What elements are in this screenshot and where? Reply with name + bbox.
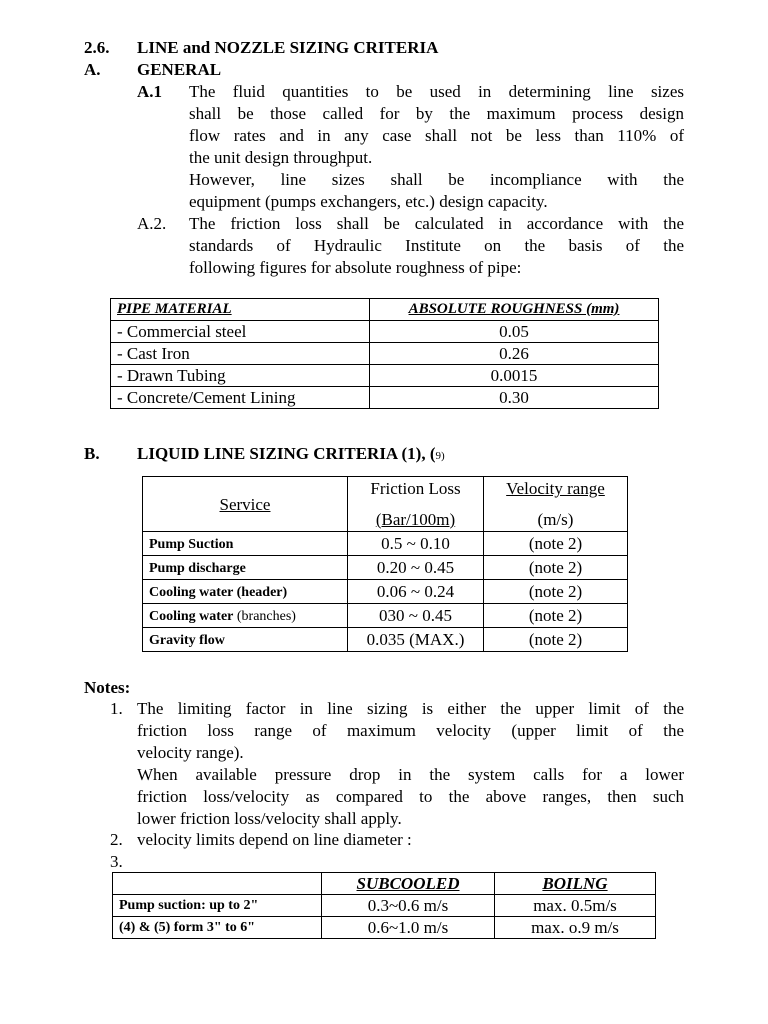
- service-cell: [143, 532, 348, 556]
- header-boiling: BOILNG: [495, 873, 656, 895]
- service-label: Cooling water: [149, 609, 234, 624]
- boiling-cell: max. o.9 m/s: [495, 917, 656, 939]
- note-3-label: 3.: [110, 852, 123, 871]
- subcooled-cell: 0.3~0.6 m/s: [322, 895, 495, 917]
- header-velocity: [484, 477, 628, 532]
- velocity-cell: (note 2): [484, 556, 628, 580]
- header-blank: [113, 873, 322, 895]
- roughness-cell: 0.05: [370, 321, 659, 343]
- a2-line-3: following figures for absolute roughness of pipe:: [189, 258, 522, 277]
- pipe-material-cell: - Cast Iron: [111, 343, 370, 365]
- table-row: [111, 343, 659, 365]
- table-header-row: [113, 873, 656, 895]
- friction-cell: 0.035 (MAX.): [348, 628, 484, 652]
- a2-line-1: The friction loss shall be calculated in accordance with the: [189, 214, 684, 233]
- header-velocity-label: Velocity range: [506, 479, 605, 498]
- velocity-cell: (note 2): [484, 628, 628, 652]
- friction-cell: 0.06 ~ 0.24: [348, 580, 484, 604]
- a2-label: A.2.: [137, 214, 167, 233]
- row-label-cell: (4) & (5) form 3" to 6": [113, 917, 322, 939]
- liquid-title-small: 9): [435, 450, 445, 462]
- table-row: [111, 365, 659, 387]
- section-number: 2.6.: [84, 38, 110, 57]
- liquid-letter: B.: [84, 444, 100, 463]
- service-extra: (branches): [233, 609, 296, 624]
- a1-line-6: equipment (pumps exchangers, etc.) design capacity.: [189, 192, 548, 211]
- roughness-cell: 0.26: [370, 343, 659, 365]
- table-header-row: [111, 299, 659, 321]
- a1-line-2: shall be those called for by the maximum process design: [189, 104, 684, 123]
- table-row: [143, 628, 628, 652]
- table-row: [143, 580, 628, 604]
- service-label: Gravity flow: [149, 633, 225, 648]
- table-row: [143, 556, 628, 580]
- a1-line-3: flow rates and in any case shall not be less than 110% of: [189, 126, 684, 145]
- header-absolute-roughness: ABSOLUTE ROUGHNESS (mm): [370, 299, 659, 321]
- a1-line-5: However, line sizes shall be incompliance with the: [189, 170, 684, 189]
- header-friction-unit: (Bar/100m): [375, 510, 456, 529]
- service-cell: [143, 604, 348, 628]
- header-pipe-material: PIPE MATERIAL: [111, 299, 370, 321]
- liquid-title: [137, 443, 445, 467]
- section-title: LINE and NOZZLE SIZING CRITERIA: [137, 38, 439, 57]
- velocity-cell: (note 2): [484, 604, 628, 628]
- header-velocity-unit: (m/s): [537, 510, 574, 529]
- service-cell: [143, 628, 348, 652]
- service-label: Cooling water (header): [149, 585, 288, 600]
- roughness-cell: 0.0015: [370, 365, 659, 387]
- subcooled-cell: 0.6~1.0 m/s: [322, 917, 495, 939]
- a1-line-1: The fluid quantities to be used in determining line sizes: [189, 82, 684, 101]
- note-1-line-3: velocity range).: [137, 743, 244, 762]
- liquid-title-text: LIQUID LINE SIZING CRITERIA (1), (: [137, 444, 436, 463]
- notes-title: Notes:: [84, 678, 131, 697]
- table-row: [143, 604, 628, 628]
- table-row: [113, 917, 656, 939]
- velocity-cell: (note 2): [484, 532, 628, 556]
- liquid-sizing-table: [142, 476, 628, 652]
- header-friction-label: Friction Loss: [370, 479, 461, 498]
- note-1-label: 1.: [110, 699, 123, 718]
- table-row: [111, 321, 659, 343]
- velocity-limits-table: [112, 872, 656, 939]
- general-letter: A.: [84, 60, 101, 79]
- note-2-label: 2.: [110, 830, 123, 849]
- a1-line-4: the unit design throughput.: [189, 148, 373, 167]
- roughness-table: [110, 298, 659, 409]
- velocity-cell: (note 2): [484, 580, 628, 604]
- header-service-label: Service: [219, 494, 271, 514]
- table-row: [113, 895, 656, 917]
- table-row: [143, 532, 628, 556]
- friction-cell: 0.5 ~ 0.10: [348, 532, 484, 556]
- boiling-cell: max. 0.5m/s: [495, 895, 656, 917]
- header-service: [143, 477, 348, 532]
- header-friction: [348, 477, 484, 532]
- pipe-material-cell: - Commercial steel: [111, 321, 370, 343]
- table-header-row: [143, 477, 628, 532]
- note-1-line-5: friction loss/velocity as compared to the above ranges, then such: [137, 787, 684, 806]
- service-cell: [143, 580, 348, 604]
- general-title: GENERAL: [137, 60, 222, 79]
- service-label: Pump discharge: [149, 561, 246, 576]
- note-2-text: velocity limits depend on line diameter :: [137, 830, 412, 849]
- table-row: [111, 387, 659, 409]
- roughness-cell: 0.30: [370, 387, 659, 409]
- note-1-line-1: The limiting factor in line sizing is either the upper limit of the: [137, 699, 684, 718]
- friction-cell: 0.20 ~ 0.45: [348, 556, 484, 580]
- service-label: Pump Suction: [149, 537, 234, 552]
- note-1-line-4: When available pressure drop in the system calls for a lower: [137, 765, 684, 784]
- header-subcooled: SUBCOOLED: [322, 873, 495, 895]
- pipe-material-cell: - Concrete/Cement Lining: [111, 387, 370, 409]
- pipe-material-cell: - Drawn Tubing: [111, 365, 370, 387]
- note-1-line-6: lower friction loss/velocity shall apply.: [137, 809, 402, 828]
- a1-label: A.1: [137, 82, 163, 101]
- service-cell: [143, 556, 348, 580]
- a2-line-2: standards of Hydraulic Institute on the basis of the: [189, 236, 684, 255]
- row-label-cell: Pump suction: up to 2": [113, 895, 322, 917]
- friction-cell: 030 ~ 0.45: [348, 604, 484, 628]
- note-1-line-2: friction loss range of maximum velocity (upper limit of the: [137, 721, 684, 740]
